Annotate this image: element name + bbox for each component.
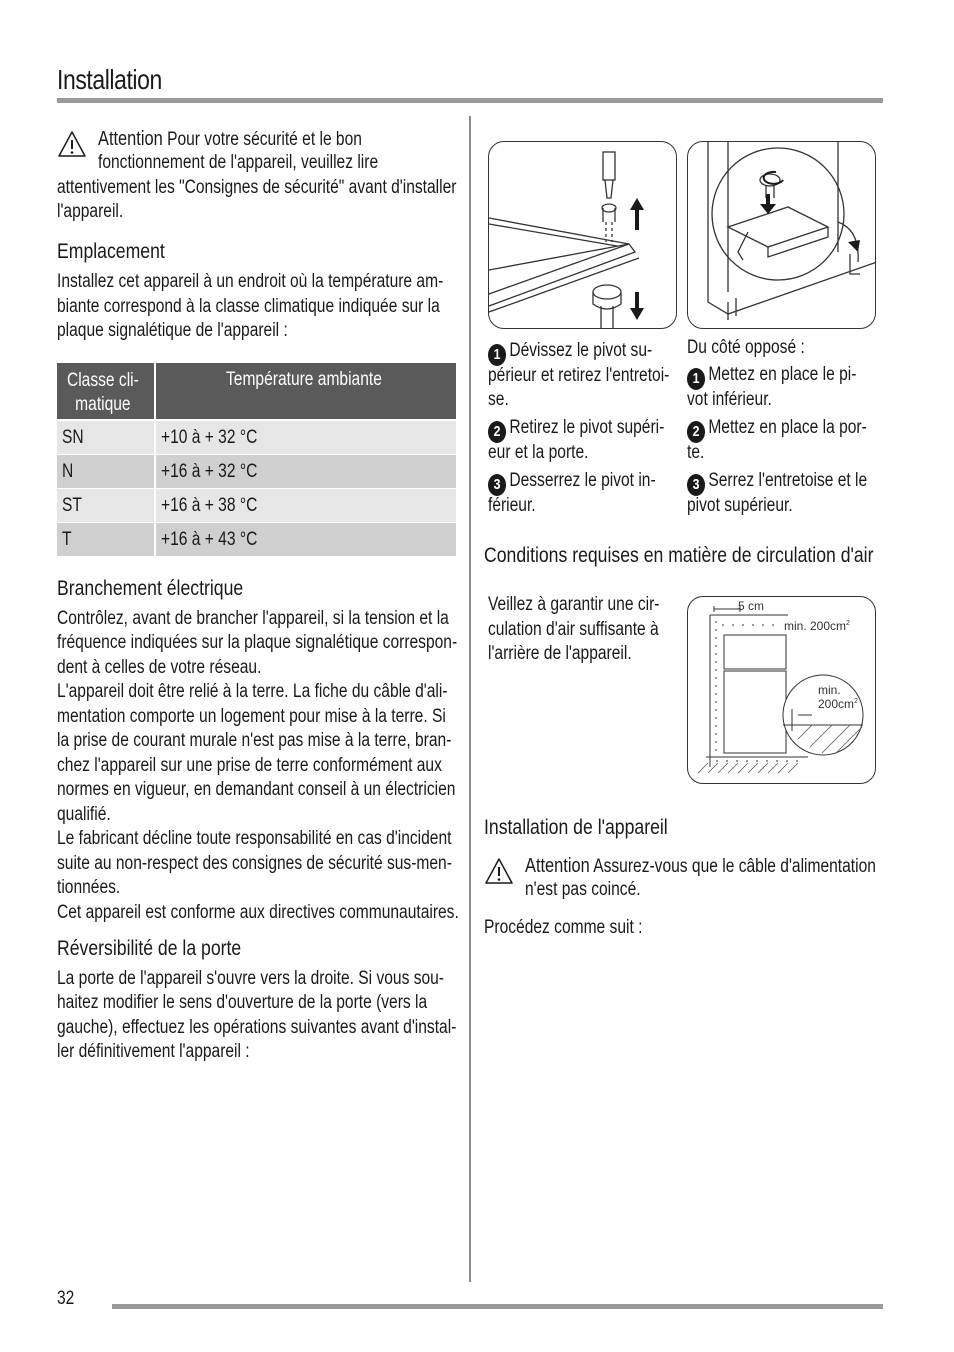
step-2-line: eur et la porte. [488, 442, 589, 463]
attention-line-2: fonctionnement de l'appareil, veuillez lire [98, 152, 379, 173]
table-row: ST +16 à + 38 °C [57, 489, 456, 522]
page-number: 32 [57, 1288, 75, 1309]
arrow-icon [848, 240, 860, 252]
bottom-vent-label-1: min. [818, 683, 841, 697]
reversibilite-line: haitez modifier le sens d'ouverture de la porte (vers la [57, 992, 428, 1013]
step-number-icon: 2 [488, 421, 506, 443]
step-1-line: périeur et retirez l'entretoi- [488, 365, 670, 386]
attention-line-1: Attention Pour votre sécurité et le bon [98, 128, 362, 150]
table-row: SN +10 à + 32 °C [57, 421, 456, 454]
opposite-side-intro: Du côté opposé : [687, 337, 805, 358]
step-number-icon: 3 [488, 474, 506, 496]
branchement-line: fréquence indiquées sur la plaque signalétique correspon- [57, 632, 458, 653]
circulation-line: l'arrière de l'appareil. [488, 643, 632, 664]
emplacement-line: biante correspond à la classe climatique indiquée sur la [57, 296, 440, 317]
step-number-icon: 2 [687, 421, 705, 443]
step-number-icon: 1 [687, 368, 705, 390]
branchement-line: normes en vigueur, en demandant conseil à un électricien [57, 779, 456, 800]
page-title: Installation [57, 64, 162, 95]
air-circulation-figure [687, 596, 876, 784]
heading-installation: Installation de l'appareil [484, 815, 668, 839]
branchement-line: la prise de courant murale n'est pas mise à la terre, bran- [57, 730, 452, 751]
header-temperature: Température ambiante [156, 363, 456, 419]
emplacement-line: plaque signalétique de l'appareil : [57, 320, 288, 341]
branchement-line: Cet appareil est conforme aux directives communautaires. [57, 902, 459, 923]
hinge-illustration [489, 142, 677, 329]
warning-icon [484, 857, 514, 885]
branchement-line: qualifié. [57, 804, 111, 825]
warning-icon [57, 130, 87, 158]
lower-hinge-illustration [688, 142, 876, 329]
attention-label: Attention [98, 128, 163, 150]
step-number-icon: 3 [687, 474, 705, 496]
attention-label: Attention [525, 855, 590, 877]
reversibilite-line: ler définitivement l'appareil : [57, 1041, 250, 1062]
table-row: T +16 à + 43 °C [57, 523, 456, 556]
pivot-removal-figure [488, 141, 677, 329]
top-vent-label: min. $200cm^2$ [784, 619, 850, 633]
step-2-line: te. [687, 442, 705, 463]
step-1-line: 1 Mettez en place le pi- [687, 363, 856, 390]
branchement-line: Contrôlez, avant de brancher l'appareil, si la tension et la [57, 608, 449, 629]
table-header-row [57, 363, 456, 419]
step-3-line: 3 Serrez l'entretoise et le [687, 469, 867, 496]
installation-attention-line-2: n'est pas coincé. [525, 879, 641, 900]
arrow-up-icon [630, 198, 644, 230]
branchement-line: dent à celles de votre réseau. [57, 657, 262, 678]
heading-reversibilite: Réversibilité de la porte [57, 936, 242, 960]
branchement-line: tionnées. [57, 877, 121, 898]
step-3-line: 3 Desserrez le pivot in- [488, 469, 656, 496]
column-divider [469, 116, 471, 1282]
heading-emplacement: Emplacement [57, 239, 165, 263]
emplacement-line: Installez cet appareil à un endroit où la température am- [57, 271, 444, 292]
procedez-text: Procédez comme suit : [484, 917, 643, 938]
footer-rule [112, 1304, 883, 1309]
attention-line-3: attentivement les "Consignes de sécurité" avant d'installer [57, 177, 457, 198]
arrow-down-icon [630, 292, 644, 320]
reversibilite-line: gauche), effectuez les opérations suivantes avant d'instal- [57, 1017, 457, 1038]
step-2-line: 2 Mettez en place la por- [687, 416, 867, 443]
step-1-line: vot inférieur. [687, 389, 772, 410]
step-number-icon: 1 [488, 344, 506, 366]
table-row: N +16 à + 32 °C [57, 455, 456, 488]
branchement-line: Le fabricant décline toute responsabilité en cas d'incident [57, 828, 452, 849]
pivot-install-figure [687, 141, 876, 329]
heading-branchement: Branchement électrique [57, 576, 244, 600]
step-2-line: 2 Retirez le pivot supéri- [488, 416, 664, 443]
installation-attention-line-1: Attention Assurez-vous que le câble d'alimentation [525, 855, 876, 877]
reversibilite-line: La porte de l'appareil s'ouvre vers la droite. Si vous sou- [57, 968, 445, 989]
branchement-line: mentation comporte un logement pour mise à la terre. Si [57, 706, 446, 727]
heading-circulation: Conditions requises en matière de circulation d'air [484, 543, 874, 567]
circulation-line: culation d'air suffisante à [488, 619, 659, 640]
step-1-line: se. [488, 389, 509, 410]
header-class: Classe cli- matique [57, 363, 154, 419]
step-1-line: 1 Dévissez le pivot su- [488, 339, 652, 366]
bottom-vent-label-2: $200cm^2$ [818, 697, 858, 711]
branchement-line: L'appareil doit être relié à la terre. La fiche du câble d'ali- [57, 681, 448, 702]
branchement-line: chez l'appareil sur une prise de terre conformément aux [57, 755, 442, 776]
title-rule [57, 98, 883, 103]
gap-label: 5 cm [738, 599, 765, 613]
step-3-line: férieur. [488, 495, 536, 516]
attention-line-4: l'appareil. [57, 201, 124, 222]
branchement-line: suite au non-respect des consignes de sécurité sus-men- [57, 853, 452, 874]
circulation-line: Veillez à garantir une cir- [488, 594, 660, 615]
step-3-line: pivot supérieur. [687, 495, 793, 516]
